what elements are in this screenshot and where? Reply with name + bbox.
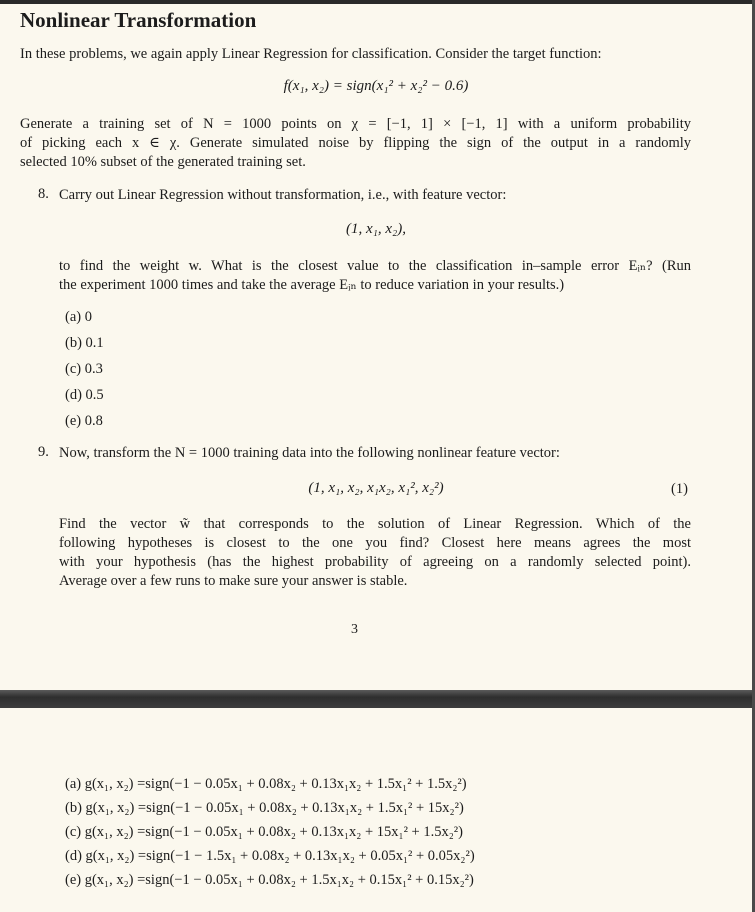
generation-paragraph-line: of picking each x ∈ χ. Generate simulated noise by flipping the sign of the output in a randomly — [20, 135, 691, 151]
equation-number: (1) — [671, 481, 688, 497]
question-8-option-c: (c) 0.3 — [65, 361, 103, 377]
question-9-option-e: (e) g(x₁, x₂) =sign(−1 − 0.05x₁ + 0.08x₂ + 1.5x₁x₂ + 0.15x₁² + 0.15x₂²) — [65, 872, 474, 888]
document-page-3 — [0, 4, 752, 690]
question-9-text: Now, transform the N = 1000 training data into the following nonlinear feature vector: — [59, 445, 560, 461]
page-separator — [0, 690, 755, 708]
document-page-4 — [0, 708, 752, 912]
question-9-option-b: (b) g(x₁, x₂) =sign(−1 − 0.05x₁ + 0.08x₂ + 0.13x₁x₂ + 1.5x₁² + 15x₂²) — [65, 800, 464, 816]
question-8-body-line: to find the weight w. What is the closest value to the classification in–sample error Eᵢₙ? (Run — [59, 258, 691, 274]
question-8-feature-vector: (1, x₁, x₂), — [346, 221, 406, 237]
page-number: 3 — [351, 622, 358, 637]
question-8-number: 8. — [38, 186, 49, 202]
target-function-equation: f(x₁, x₂) = sign(x₁² + x₂² − 0.6) — [283, 78, 469, 94]
question-8-option-e: (e) 0.8 — [65, 413, 103, 429]
question-9-feature-vector: (1, x₁, x₂, x₁x₂, x₁², x₂²) — [308, 480, 444, 496]
generation-paragraph-line: Generate a training set of N = 1000 points on χ = [−1, 1] × [−1, 1] with a uniform probability — [20, 116, 691, 132]
question-9-body-line: following hypotheses is closest to the one you find? Closest here means agrees the most — [59, 535, 691, 551]
question-9-body-line: Average over a few runs to make sure your answer is stable. — [59, 573, 408, 589]
question-8-option-a: (a) 0 — [65, 309, 92, 325]
question-8-option-d: (d) 0.5 — [65, 387, 104, 403]
question-8-text: Carry out Linear Regression without transformation, i.e., with feature vector: — [59, 187, 507, 203]
question-9-body-line: Find the vector w̃ that corresponds to the solution of Linear Regression. Which of the — [59, 516, 691, 532]
question-8-option-b: (b) 0.1 — [65, 335, 104, 351]
question-9-option-d: (d) g(x₁, x₂) =sign(−1 − 1.5x₁ + 0.08x₂ + 0.13x₁x₂ + 0.05x₁² + 0.05x₂²) — [65, 848, 475, 864]
section-title: Nonlinear Transformation — [20, 8, 257, 32]
intro-paragraph: In these problems, we again apply Linear Regression for classification. Consider the target function: — [20, 46, 602, 62]
generation-paragraph-line: selected 10% subset of the generated training set. — [20, 154, 306, 170]
question-9-body-line: with your hypothesis (has the highest probability of agreeing on a randomly selected point). — [59, 554, 691, 570]
question-8-body-line: the experiment 1000 times and take the average Eᵢₙ to reduce variation in your results.) — [59, 277, 565, 293]
question-9-option-c: (c) g(x₁, x₂) =sign(−1 − 0.05x₁ + 0.08x₂ + 0.13x₁x₂ + 15x₁² + 1.5x₂²) — [65, 824, 463, 840]
question-9-number: 9. — [38, 444, 49, 460]
question-9-option-a: (a) g(x₁, x₂) =sign(−1 − 0.05x₁ + 0.08x₂ + 0.13x₁x₂ + 1.5x₁² + 1.5x₂²) — [65, 776, 467, 792]
